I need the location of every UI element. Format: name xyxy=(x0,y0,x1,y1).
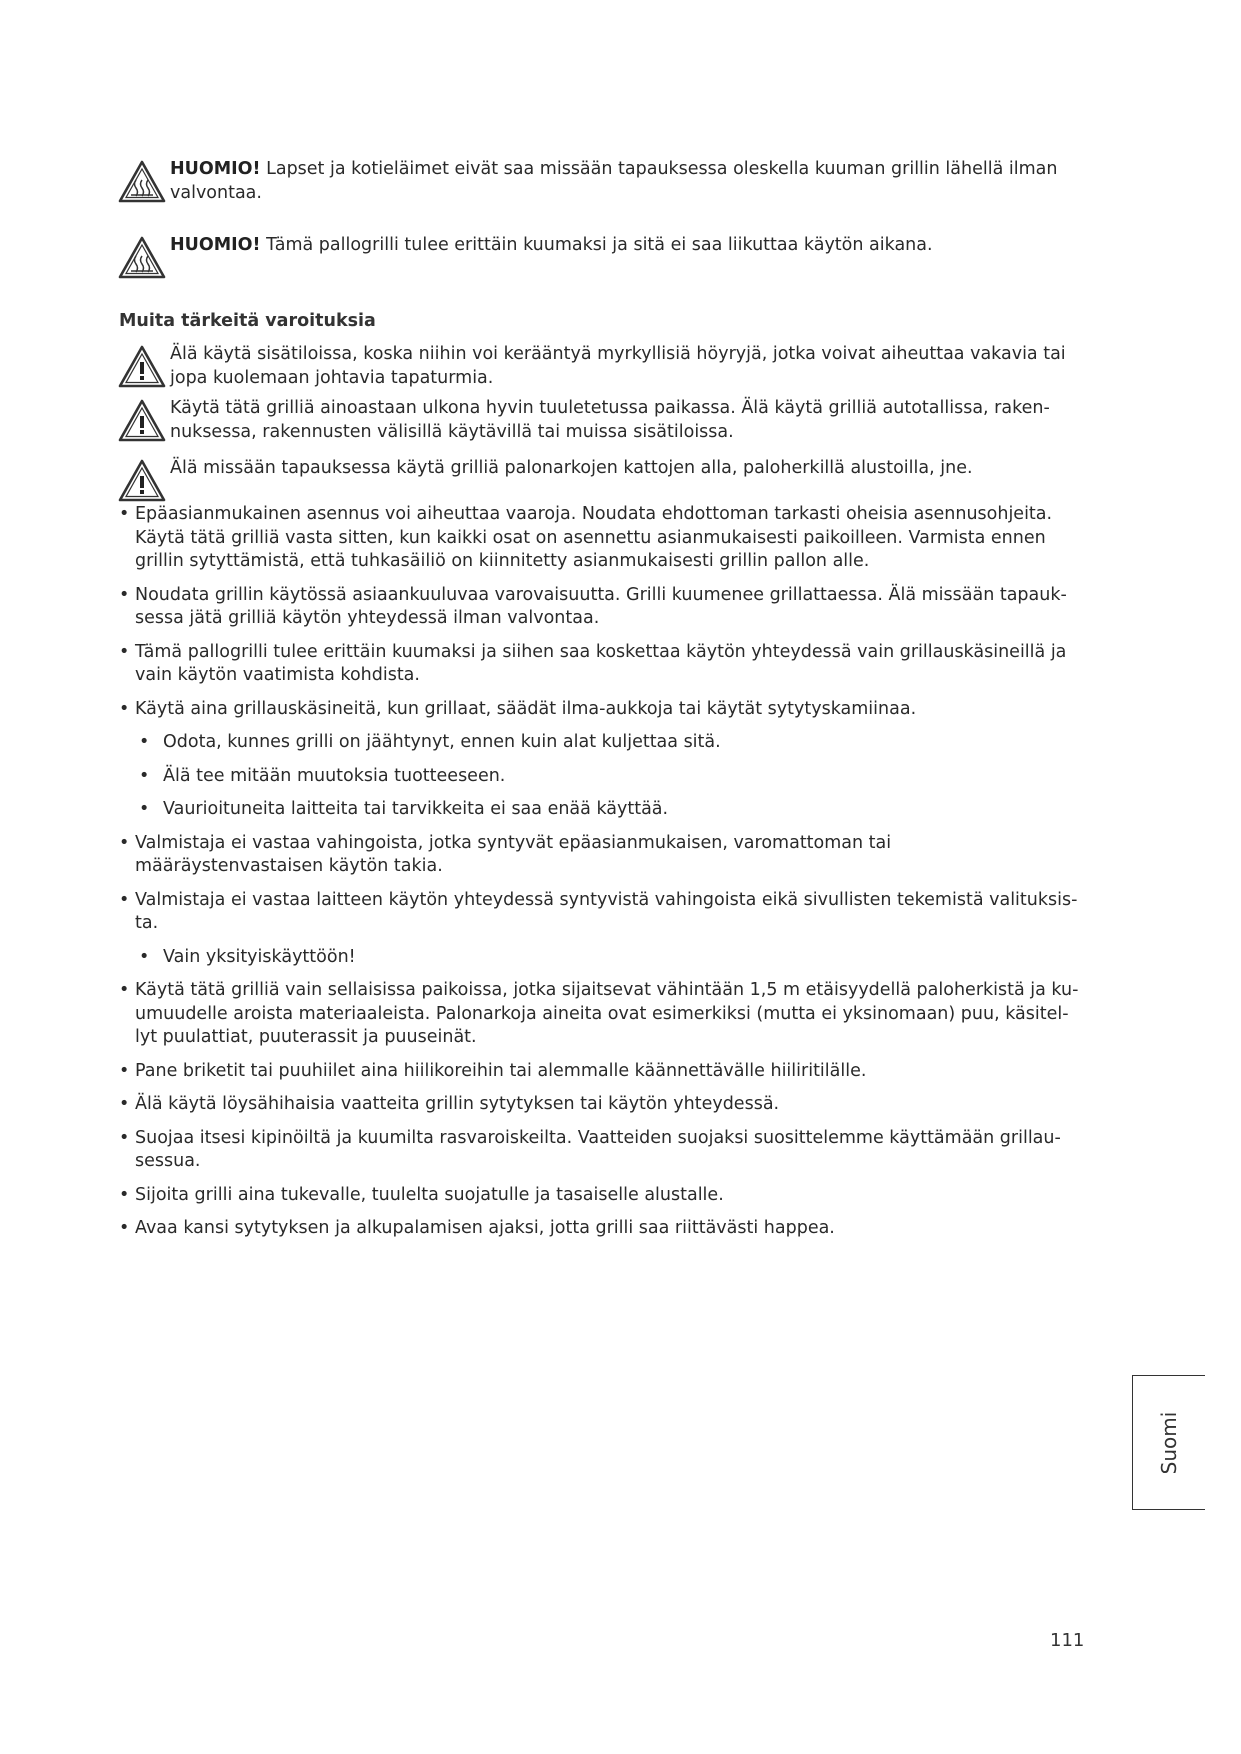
heat-warning-text xyxy=(170,234,933,258)
list-item: • Epäasianmukainen asennus voi aiheuttaa vaaroja. Noudata ehdottoman tarkasti oheisia asennusohjeita. Käytä tätä grilliä vasta sitten, kun kaikki osat on asennettu asianmukaisesti paikoilleen. Varmista ennen grillin sytyttämistä, että tuhkasäiliö on kiinnitetty asianmukaisesti grillin pallon alle. xyxy=(119,503,1079,574)
language-label: Suomi xyxy=(1157,1411,1181,1474)
sub-list-item: • Vaurioituneita laitteita tai tarvikkeita ei saa enää käyttää. xyxy=(139,798,1079,822)
sub-list-item: • Älä tee mitään muutoksia tuotteeseen. xyxy=(139,765,1079,789)
warning-body: Tämä pallogrilli tulee erittäin kuumaksi ja sitä ei saa liikuttaa käytön aikana. xyxy=(260,235,933,255)
list-item: • Valmistaja ei vastaa vahingoista, jotka syntyvät epäasianmukaisen, varomattoman tai määräystenvastaisen käytön takia. xyxy=(119,832,1079,879)
general-warning-1 xyxy=(117,343,1087,390)
list-item: • Suojaa itsesi kipinöiltä ja kuumilta rasvaroiskeilta. Vaatteiden suojaksi suosittelemme käyttämään grillau-sessua. xyxy=(119,1127,1079,1174)
general-warning-3 xyxy=(117,457,1087,504)
heat-warning-text xyxy=(170,158,1087,205)
warning-label: HUOMIO! xyxy=(170,235,261,255)
heat-warning-2 xyxy=(117,234,1087,281)
list-item: • Käytä tätä grilliä vain sellaisissa paikoissa, jotka sijaitsevat vähintään 1,5 m etäisyydellä paloherkistä ja ku-umuudelle aroista materiaaleista. Palonarkoja aineita ovat esimerkiksi (mutta ei yksinomaan) puu, käsitel-lyt puulattiat, puuterassit ja puuseinät. xyxy=(119,979,1079,1050)
list-item: • Älä käytä löysähihaisia vaatteita grillin sytytyksen tai käytön yhteydessä. xyxy=(119,1093,1079,1117)
hot-surface-warning-icon xyxy=(117,159,167,205)
sub-list-item: • Odota, kunnes grilli on jäähtynyt, ennen kuin alat kuljettaa sitä. xyxy=(139,731,1079,755)
safety-bullet-list xyxy=(119,503,1079,1251)
general-warning-text: Käytä tätä grilliä ainoastaan ulkona hyvin tuuletetussa paikassa. Älä käytä grilliä autotallissa, raken-nuksessa, rakennusten välisillä käytävillä tai muissa sisätiloissa. xyxy=(170,398,1050,442)
exclamation-warning-icon xyxy=(117,458,167,504)
heat-warning-1 xyxy=(117,158,1087,205)
hot-surface-warning-icon xyxy=(117,235,167,281)
general-warning-text: Älä missään tapauksessa käytä grilliä palonarkojen kattojen alla, paloherkillä alustoilla, jne. xyxy=(170,458,973,478)
list-item: • Avaa kansi sytytyksen ja alkupalamisen ajaksi, jotta grilli saa riittävästi happea. xyxy=(119,1217,1079,1241)
language-side-tab xyxy=(1132,1375,1205,1510)
page-number: 111 xyxy=(1050,1630,1085,1651)
exclamation-warning-icon xyxy=(117,398,167,444)
sub-list-item: • Vain yksityiskäyttöön! xyxy=(139,946,1079,970)
list-item: • Noudata grillin käytössä asiaankuuluvaa varovaisuutta. Grilli kuumenee grillattaessa. Älä missään tapauk-sessa jätä grilliä käytön yhteydessä ilman valvontaa. xyxy=(119,584,1079,631)
general-warning-text: Älä käytä sisätiloissa, koska niihin voi kerääntyä myrkyllisiä höyryjä, jotka voivat aiheuttaa vakavia tai jopa kuolemaan johtavia tapaturmia. xyxy=(170,344,1066,388)
list-item: • Pane briketit tai puuhiilet aina hiilikoreihin tai alemmalle käännettävälle hiiliritilälle. xyxy=(119,1060,1079,1084)
general-warning-2 xyxy=(117,397,1087,444)
list-item: • Käytä aina grillauskäsineitä, kun grillaat, säädät ilma-aukkoja tai käytät sytytyskamiinaa. xyxy=(119,698,1079,722)
list-item: • Valmistaja ei vastaa laitteen käytön yhteydessä syntyvistä vahingoista eikä sivullisten tekemistä valituksis-ta. xyxy=(119,889,1079,936)
exclamation-warning-icon xyxy=(117,344,167,390)
list-item: • Tämä pallogrilli tulee erittäin kuumaksi ja siihen saa koskettaa käytön yhteydessä vain grillauskäsineillä ja vain käytön vaatimista kohdista. xyxy=(119,641,1079,688)
warning-label: HUOMIO! xyxy=(170,159,261,179)
warning-body: Lapset ja kotieläimet eivät saa missään tapauksessa oleskella kuuman grillin lähellä ilman valvontaa. xyxy=(170,159,1058,203)
list-item: • Sijoita grilli aina tukevalle, tuulelta suojatulle ja tasaiselle alustalle. xyxy=(119,1184,1079,1208)
section-heading: Muita tärkeitä varoituksia xyxy=(119,311,376,331)
